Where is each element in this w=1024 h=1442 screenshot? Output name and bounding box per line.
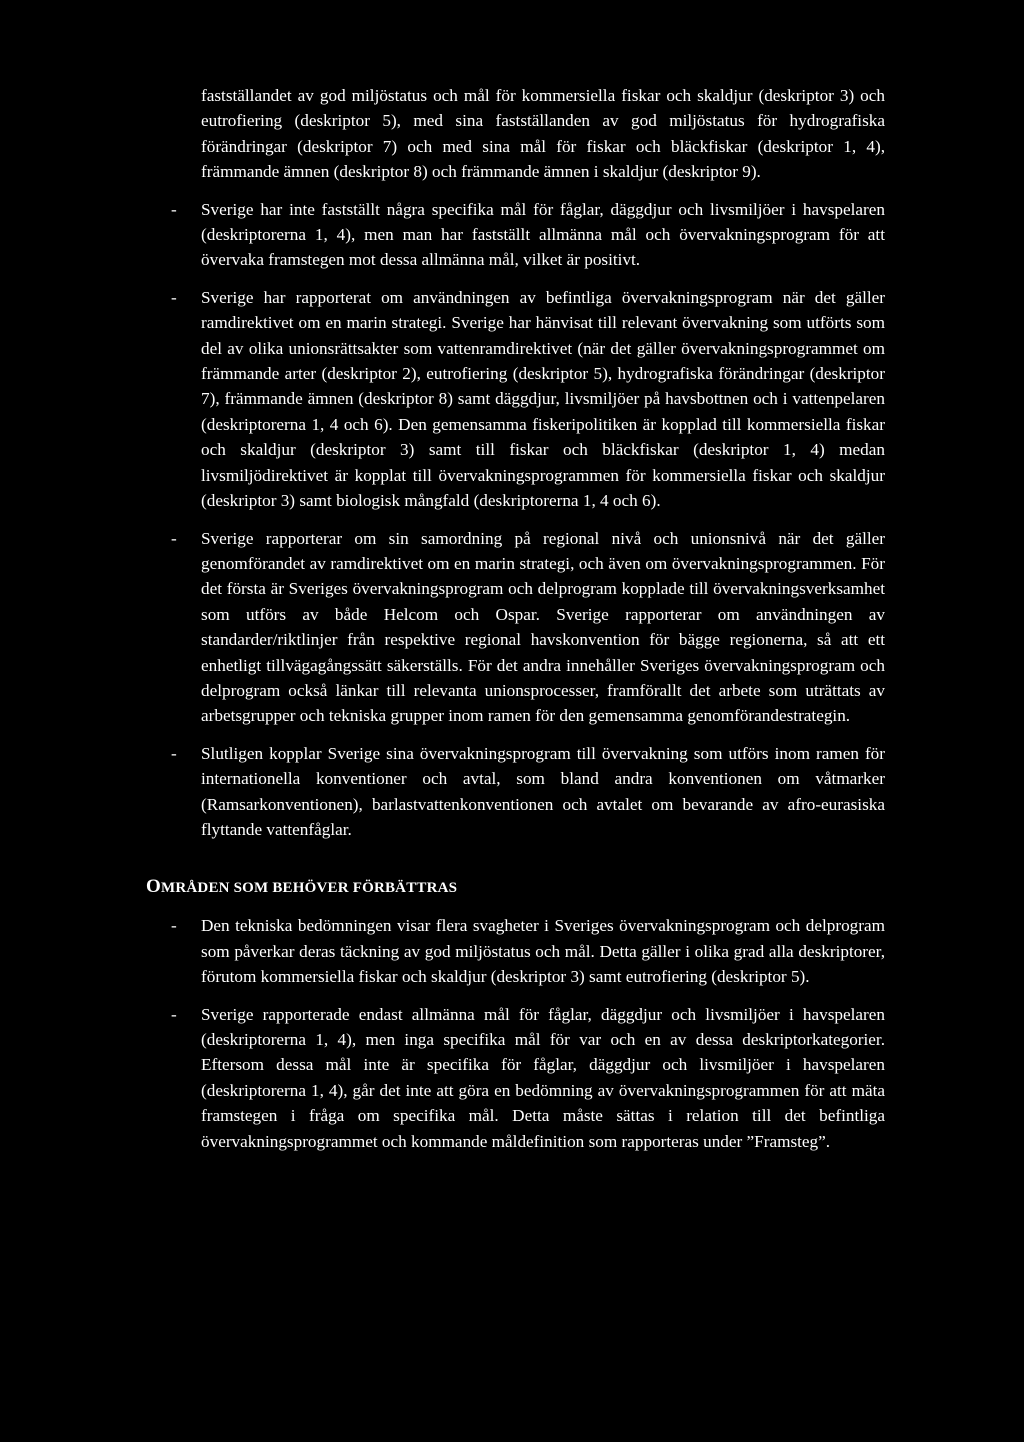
- document-page: [146, 83, 885, 1154]
- section-heading-text: MRÅDEN SOM BEHÖVER FÖRBÄTTRAS: [160, 880, 458, 897]
- bullet-text: Slutligen kopplar Sverige sina övervakningsprogram till övervakning som utförs inom ramen för internationella konventioner och avtal, som bland andra konventionen om våtmarker (Ramsarkonventionen), barlastvattenkonventionen och avtalet om bevarande av afro-eurasiska flyttande vattenfåglar.: [201, 743, 885, 839]
- list-item: [171, 913, 885, 989]
- list-item: [171, 197, 885, 273]
- list-item: [171, 285, 885, 514]
- bullet-dash: -: [171, 1004, 177, 1024]
- list-item: [171, 741, 885, 843]
- section-heading-initial: O: [146, 876, 161, 898]
- bullet-text: Sverige rapporterar om sin samordning på regional nivå och unionsnivå när det gäller genomförandet av ramdirektivet om en marin strategi, och även om övervakningsprogrammen. För det första är Sveriges övervakningsprogram och delprogram kopplade till övervakningsverksamhet som utförs av både Helcom och Ospar. Sverige rapporterar om användningen av standarder/riktlinjer från respektive regional havskonvention för bägge regionerna, så att ett enhetligt tillvägagångssätt säkerställs. För det andra innehåller Sveriges övervakningsprogram och delprogram också länkar till relevanta unionsprocesser, framförallt det arbete som uträttats av arbetsgrupper och tekniska grupper inom ramen för den gemensamma genomförandestrategin.: [201, 528, 885, 726]
- bullet-text: Den tekniska bedömningen visar flera svagheter i Sveriges övervakningsprogram och delprogram som påverkar deras täckning av god miljöstatus och mål. Detta gäller i olika grad alla deskriptorer, förutom kommersiella fiskar och skaldjur (deskriptor 3) samt eutrofiering (deskriptor 5).: [201, 916, 885, 987]
- bullet-dash: -: [171, 528, 177, 548]
- bullet-dash: -: [171, 916, 177, 936]
- list-item: [171, 1002, 885, 1154]
- bullet-text: Sverige rapporterade endast allmänna mål för fåglar, däggdjur och livsmiljöer i havspelaren (deskriptorerna 1, 4), men inga specifika mål för var och en av dessa deskriptorkategorier. Eftersom dessa mål inte är specifika för fåglar, däggdjur och livsmiljöer i havspelaren (deskriptorerna 1, 4), går det inte att göra en bedömning av övervakningsprogrammen för att mäta framstegen i fråga om specifika mål. Detta måste sättas i relation till det befintliga övervakningsprogrammet och kommande måldefinition som rapporteras under ”Framsteg”.: [201, 1004, 885, 1151]
- bullet-text: Sverige har rapporterat om användningen av befintliga övervakningsprogram när det gäller ramdirektivet om en marin strategi. Sverige har hänvisat till relevant övervakning som utförts som del av olika unionsrättsakter som vattenramdirektivet (när det gäller övervakningsprogrammet om främmande arter (deskriptor 2), eutrofiering (deskriptor 5), hydrografiska förändringar (deskriptor 7), främmande ämnen (deskriptor 8) samt däggdjur, livsmiljöer på havsbottnen och i vattenpelaren (deskriptorerna 1, 4 och 6). Den gemensamma fiskeripolitiken är kopplad till kommersiella fiskar och skaldjur (deskriptor 3) samt till fiskar och bläckfiskar (deskriptor 1, 4) medan livsmiljödirektivet är kopplat till övervakningsprogrammen för kommersiella fiskar och skaldjur (deskriptor 3) samt biologisk mångfald (deskriptorerna 1, 4 och 6).: [201, 287, 885, 511]
- intro-paragraph: fastställandet av god miljöstatus och mål för kommersiella fiskar och skaldjur (deskriptor 3) och eutrofiering (deskriptor 5), med sina fastställanden av god miljöstatus för hydrografiska förändringar (deskriptor 7) och med sina mål för fiskar och bläckfiskar (deskriptor 1, 4), främmande ämnen (deskriptor 8) och främmande ämnen i skaldjur (deskriptor 9).: [201, 86, 885, 182]
- bullet-dash: -: [171, 287, 177, 307]
- bullet-text: Sverige har inte fastställt några specifika mål för fåglar, däggdjur och livsmiljöer i havspelaren (deskriptorerna 1, 4), men man har fastställt allmänna mål och övervakningsprogram för att övervaka framstegen mot dessa allmänna mål, vilket är positivt.: [201, 199, 885, 270]
- section-heading: [146, 876, 885, 899]
- bullet-dash: -: [171, 199, 177, 219]
- list-item: [171, 526, 885, 729]
- bullet-dash: -: [171, 743, 177, 763]
